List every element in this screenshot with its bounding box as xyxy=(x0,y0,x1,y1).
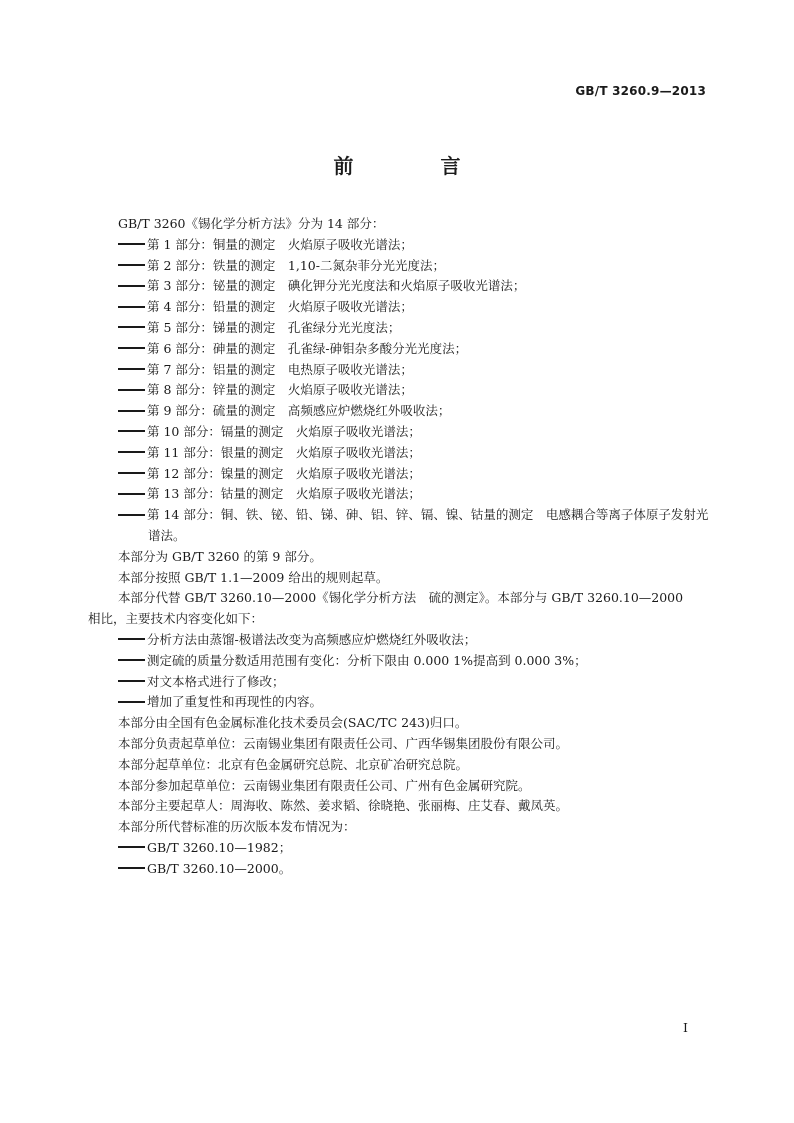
paragraph: 本部分为 GB/T 3260 的第 9 部分。 xyxy=(118,548,322,564)
em-dash-icon xyxy=(118,451,145,453)
standard-code: GB/T 3260.9—2013 xyxy=(575,84,706,98)
page-number: I xyxy=(683,1020,688,1035)
paragraph: 本部分所代替标准的历次版本发布情况为： xyxy=(118,819,356,835)
em-dash-icon xyxy=(118,264,145,266)
paragraph-continuation: 相比，主要技术内容变化如下： xyxy=(88,611,264,627)
intro-line: GB/T 3260《锡化学分析方法》分为 14 部分： xyxy=(118,216,385,231)
paragraph: 本部分起草单位：北京有色金属研究总院、北京矿冶研究总院。 xyxy=(118,756,469,772)
list-item: GB/T 3260.10—2000。 xyxy=(118,859,706,880)
paragraph: 本部分参加起草单位：云南锡业集团有限责任公司、广州有色金属研究院。 xyxy=(118,777,531,793)
list-item: 第 6 部分：砷量的测定 孔雀绿-砷钼杂多酸分光光度法； xyxy=(118,339,706,360)
list-item: 增加了重复性和再现性的内容。 xyxy=(118,692,706,713)
list-item: 第 11 部分：银量的测定 火焰原子吸收光谱法； xyxy=(118,443,706,464)
em-dash-icon xyxy=(118,680,145,682)
paragraph: 本部分代替 GB/T 3260.10—2000《锡化学分析方法 硫的测定》。本部分与 GB/T 3260.10—2000 xyxy=(118,590,684,606)
paragraph: 本部分主要起草人：周海收、陈然、姜求韬、徐晓艳、张丽梅、庄艾春、戴凤英。 xyxy=(118,798,569,814)
em-dash-icon xyxy=(118,306,145,308)
em-dash-icon xyxy=(118,326,145,328)
em-dash-icon xyxy=(118,410,145,412)
em-dash-icon xyxy=(118,659,145,661)
em-dash-icon xyxy=(118,867,145,869)
list-item: 第 5 部分：锑量的测定 孔雀绿分光光度法； xyxy=(118,318,706,339)
list-item: 分析方法由蒸馏-极谱法改变为高频感应炉燃烧红外吸收法； xyxy=(118,630,706,651)
list-item: 第 1 部分：铜量的测定 火焰原子吸收光谱法； xyxy=(118,235,706,256)
list-item: 第 10 部分：镉量的测定 火焰原子吸收光谱法； xyxy=(118,422,706,443)
em-dash-icon xyxy=(118,347,145,349)
list-item: 第 9 部分：硫量的测定 高频感应炉燃烧红外吸收法； xyxy=(118,401,706,422)
page-title: 前 言 xyxy=(333,154,501,178)
history-list xyxy=(118,838,706,880)
em-dash-icon xyxy=(118,493,145,495)
em-dash-icon xyxy=(118,638,145,640)
paragraph: 本部分按照 GB/T 1.1—2009 给出的规则起草。 xyxy=(118,569,389,585)
list-item: 第 3 部分：铋量的测定 碘化钾分光光度法和火焰原子吸收光谱法； xyxy=(118,276,706,297)
em-dash-icon xyxy=(118,846,145,848)
changes-list xyxy=(118,630,706,713)
em-dash-icon xyxy=(118,368,145,370)
list-item: GB/T 3260.10—1982； xyxy=(118,838,706,859)
list-item: 第 13 部分：钴量的测定 火焰原子吸收光谱法； xyxy=(118,484,706,505)
parts-list xyxy=(118,235,709,547)
list-item-continuation: 谱法。 xyxy=(148,527,186,543)
list-item: 第 7 部分：铝量的测定 电热原子吸收光谱法； xyxy=(118,360,706,381)
em-dash-icon xyxy=(118,389,145,391)
foreword-body xyxy=(88,214,709,880)
list-item: 第 12 部分：镍量的测定 火焰原子吸收光谱法； xyxy=(118,464,706,485)
em-dash-icon xyxy=(118,472,145,474)
list-item: 第 2 部分：铁量的测定 1,10-二氮杂菲分光光度法； xyxy=(118,256,706,277)
list-item: 对文本格式进行了修改； xyxy=(118,672,706,693)
em-dash-icon xyxy=(118,285,145,287)
em-dash-icon xyxy=(118,430,145,432)
list-item: 第 8 部分：锌量的测定 火焰原子吸收光谱法； xyxy=(118,380,706,401)
paragraph: 本部分负责起草单位：云南锡业集团有限责任公司、广西华锡集团股份有限公司。 xyxy=(118,735,569,751)
em-dash-icon xyxy=(118,243,145,245)
em-dash-icon xyxy=(118,701,145,703)
list-item: 第 4 部分：铅量的测定 火焰原子吸收光谱法； xyxy=(118,297,706,318)
em-dash-icon xyxy=(118,514,145,516)
list-item: 第 14 部分：铜、铁、铋、铅、锑、砷、铝、锌、镉、镍、钴量的测定 电感耦合等离子体原子发射光 xyxy=(118,505,706,526)
list-item: 测定硫的质量分数适用范围有变化：分析下限由 0.000 1%提高到 0.000 3%； xyxy=(118,651,706,672)
paragraph: 本部分由全国有色金属标准化技术委员会(SAC/TC 243)归口。 xyxy=(118,715,468,731)
